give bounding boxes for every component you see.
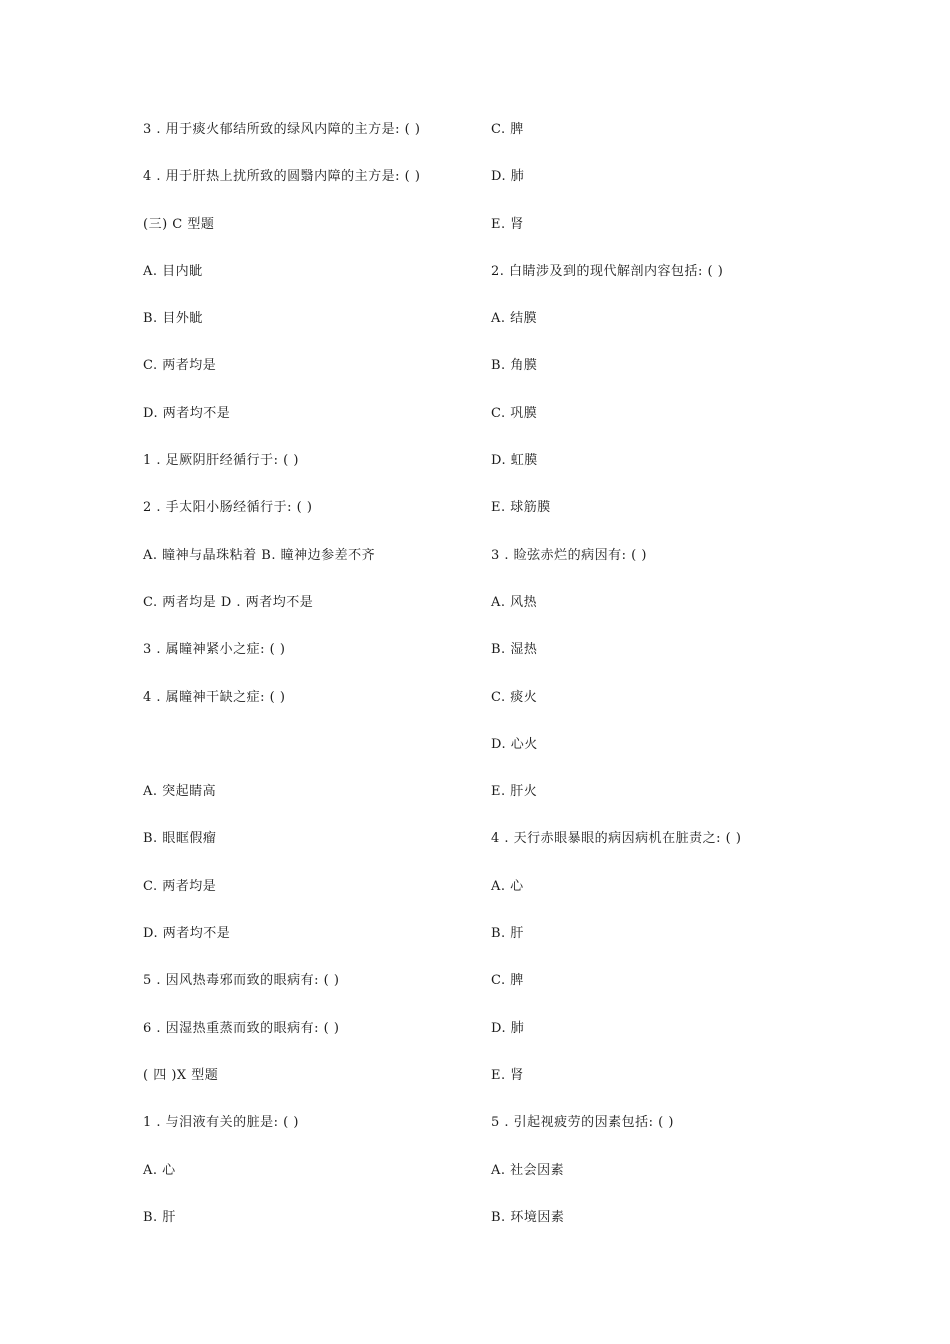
text-line: C. 两者均是 [143,878,217,894]
text-line: 2. 白睛涉及到的现代解剖内容包括: ( ) [491,263,724,279]
text-line: 4 . 用于肝热上扰所致的圆翳内障的主方是: ( ) [143,169,421,185]
text-line: 3 . 睑弦赤烂的病因有: ( ) [491,547,647,563]
text-line: D. 两者均不是 [143,926,231,942]
blank-line [143,733,473,780]
text-line: D. 心火 [491,736,538,752]
text-line: 5 . 引起视疲劳的因素包括: ( ) [491,1115,674,1131]
right-column [491,118,821,1253]
text-line: C. 两者均是 D . 两者均不是 [143,594,314,610]
text-line: B. 角膜 [491,358,538,374]
text-line: D. 肺 [491,1020,525,1036]
text-line: C. 巩膜 [491,405,538,421]
text-line: C. 两者均是 [143,358,217,374]
text-line: B. 肝 [143,1209,176,1225]
text-line: E. 肾 [491,216,524,232]
text-line: E. 肝火 [491,784,538,800]
text-line: 4 . 属瞳神干缺之症: ( ) [143,689,286,705]
text-line: D. 虹膜 [491,453,538,469]
text-line: E. 球筋膜 [491,500,551,516]
text-line: C. 痰火 [491,689,538,705]
text-line: 3 . 属瞳神紧小之症: ( ) [143,642,286,658]
text-line: C. 脾 [491,973,524,989]
text-line: D. 肺 [491,169,525,185]
left-column [143,118,473,1253]
text-line: 1 . 与泪液有关的脏是: ( ) [143,1115,299,1131]
text-line: A. 目内眦 [143,263,203,279]
text-line: 5 . 因风热毒邪而致的眼病有: ( ) [143,973,340,989]
text-line: A. 突起睛高 [143,784,217,800]
text-line: A. 风热 [491,594,538,610]
text-line: 6 . 因湿热重蒸而致的眼病有: ( ) [143,1020,340,1036]
text-line: 2 . 手太阳小肠经循行于: ( ) [143,500,313,516]
text-line: 4 . 天行赤眼暴眼的病因病机在脏责之: ( ) [491,831,742,847]
text-line: C. 脾 [491,122,524,137]
text-line: D. 两者均不是 [143,405,231,421]
text-line: A. 瞳神与晶珠粘着 B. 瞳神边参差不齐 [143,547,376,563]
text-line: 3 . 用于痰火郁结所致的绿风内障的主方是: ( ) [143,122,421,137]
text-line: E. 肾 [491,1067,524,1083]
text-line: B. 目外眦 [143,311,203,327]
text-line: A. 心 [143,1162,176,1178]
text-line: B. 环境因素 [491,1209,565,1225]
text-line: B. 湿热 [491,642,538,658]
section-heading: (三) C 型题 [143,216,215,232]
text-line: A. 结膜 [491,311,538,327]
text-line: B. 眼眶假瘤 [143,831,217,847]
text-line: A. 社会因素 [491,1162,565,1178]
text-line: 1 . 足厥阴肝经循行于: ( ) [143,453,299,469]
text-line: B. 肝 [491,926,524,942]
section-heading: ( 四 )X 型题 [143,1067,219,1083]
text-line: A. 心 [491,878,524,894]
